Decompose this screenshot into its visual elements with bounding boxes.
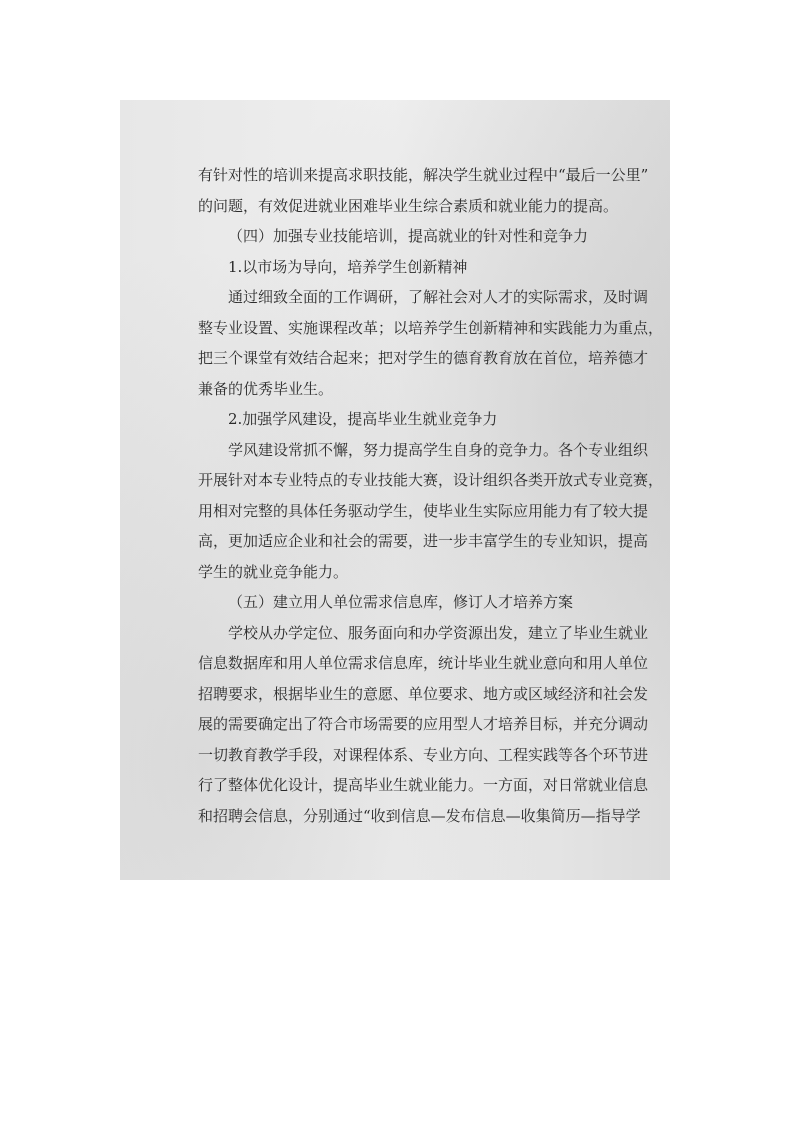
text-line: 行了整体优化设计，提高毕业生就业能力。一方面，对日常就业信息: [198, 776, 649, 794]
text-line: 兼备的优秀毕业生。: [198, 379, 334, 398]
text-line: 用相对完整的具体任务驱动学生，使毕业生实际应用能力有了较大提: [198, 501, 649, 520]
text-line: 有针对性的培训来提高求职技能，解决学生就业过程中“最后一公里”: [198, 166, 649, 184]
scanned-page: [120, 100, 670, 880]
text-line: 整专业设置、实施课程改革；以培养学生创新精神和实践能力为重点，: [198, 318, 664, 337]
document-body: [198, 160, 664, 831]
text-line: 把三个课堂有效结合起来；把对学生的德育教育放在首位，培养德才: [198, 349, 649, 367]
text-line: 学风建设常抓不懈，努力提高学生自身的竞争力。各个专业组织: [228, 440, 649, 459]
text-line: 开展针对本专业特点的专业技能大赛，设计组织各类开放式专业竞赛，: [198, 471, 664, 489]
text-line: 信息数据库和用人单位需求信息库，统计毕业生就业意向和用人单位: [198, 654, 649, 672]
text-line: （五）建立用人单位需求信息库，修订人才培养方案: [228, 593, 574, 611]
text-line: 和招聘会信息，分别通过“收到信息—发布信息—收集简历—指导学: [198, 806, 641, 825]
text-line: 2.加强学风建设，提高毕业生就业竞争力: [228, 410, 498, 428]
text-line: 学校从办学定位、服务面向和办学资源出发，建立了毕业生就业: [228, 623, 649, 642]
text-line: （四）加强专业技能培训，提高就业的针对性和竞争力: [228, 227, 589, 245]
text-line: 1.以市场为导向，培养学生创新精神: [228, 257, 468, 276]
text-line: 学生的就业竞争能力。: [198, 562, 349, 581]
text-line: 通过细致全面的工作调研，了解社会对人才的实际需求，及时调: [228, 288, 649, 306]
text-line: 的问题，有效促进就业困难毕业生综合素质和就业能力的提高。: [198, 196, 619, 215]
text-line: 高，更加适应企业和社会的需要，进一步丰富学生的专业知识，提高: [198, 532, 649, 550]
text-line: 展的需要确定出了符合市场需要的应用型人才培养目标，并充分调动: [198, 715, 649, 733]
text-line: 招聘要求，根据毕业生的意愿、单位要求、地方或区域经济和社会发: [198, 684, 649, 703]
text-line: 一切教育教学手段，对课程体系、专业方向、工程实践等各个环节进: [198, 745, 649, 764]
